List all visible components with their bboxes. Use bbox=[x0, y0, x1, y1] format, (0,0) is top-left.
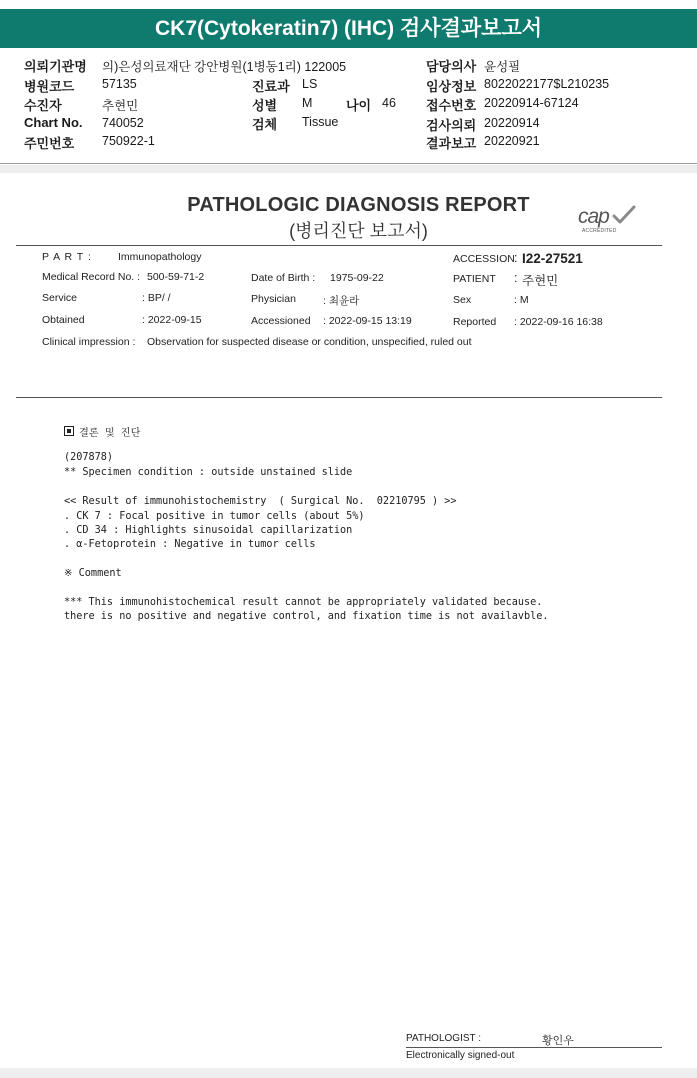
specimen-id: (207878) bbox=[64, 452, 114, 463]
resident-no-label: 주민번호 bbox=[24, 136, 75, 151]
patient-value: 주현민 bbox=[522, 274, 559, 288]
specimen-label: 검체 bbox=[252, 117, 278, 132]
institution-value: 의)은성의료재단 강안병원(1병동1리) 122005 bbox=[102, 60, 347, 74]
report-sex-value: : M bbox=[514, 294, 529, 306]
signature-rule bbox=[406, 1047, 662, 1048]
patient-name-label: 수진자 bbox=[24, 98, 62, 113]
medical-record-label: Medical Record No. : bbox=[42, 271, 141, 283]
section-heading-text: 결론 및 진단 bbox=[79, 428, 141, 439]
sex-value: M bbox=[302, 96, 313, 110]
report-info-rule bbox=[16, 397, 662, 398]
report-top-rule bbox=[16, 245, 662, 246]
chart-no-label: Chart No. bbox=[24, 115, 83, 130]
test-request-label: 검사의뢰 bbox=[426, 118, 477, 133]
sex-label: 성별 bbox=[252, 98, 278, 113]
clinical-info-value: 8022022177$L210235 bbox=[484, 77, 610, 91]
cd34-result: . CD 34 : Highlights sinusoidal capillarization bbox=[64, 525, 353, 536]
ck7-result: . CK 7 : Focal positive in tumor cells (about 5%) bbox=[64, 511, 365, 522]
signed-out-note: Electronically signed-out bbox=[406, 1050, 515, 1061]
section-heading bbox=[64, 424, 140, 439]
receipt-no-label: 접수번호 bbox=[426, 98, 477, 113]
cap-logo-word: cap bbox=[578, 205, 609, 228]
report-title: PATHOLOGIC DIAGNOSIS REPORT bbox=[187, 194, 530, 216]
doctor-value: 윤성필 bbox=[484, 60, 521, 74]
bottom-separator bbox=[0, 1068, 697, 1078]
department-label: 진료과 bbox=[252, 79, 290, 94]
doctor-label: 담당의사 bbox=[426, 59, 477, 74]
accessioned-value: : 2022-09-15 13:19 bbox=[323, 315, 412, 327]
institution-label: 의뢰기관명 bbox=[24, 59, 87, 74]
specimen-value: Tissue bbox=[302, 115, 339, 129]
medical-record-value: 500-59-71-2 bbox=[147, 271, 205, 283]
section-separator bbox=[0, 165, 697, 173]
reported-label: Reported bbox=[453, 316, 497, 328]
cap-logo-sub: ACCREDITED bbox=[582, 228, 617, 234]
patient-name-value: 추현민 bbox=[102, 99, 139, 113]
obtained-label: Obtained bbox=[42, 314, 85, 326]
clinical-impression-label: Clinical impression : bbox=[42, 336, 136, 348]
dob-value: 1975-09-22 bbox=[330, 272, 384, 284]
patient-label: PATIENT bbox=[453, 273, 496, 285]
accessioned-label: Accessioned bbox=[251, 315, 311, 327]
ihc-result-heading: << Result of immunohistochemistry ( Surgical No. 02210795 ) >> bbox=[64, 496, 457, 507]
comment-line-2: there is no positive and negative control, and fixation time is not availavble. bbox=[64, 611, 549, 622]
part-label: P A R T : bbox=[42, 251, 92, 263]
cap-accredited-logo bbox=[574, 205, 640, 237]
dob-label: Date of Birth : bbox=[251, 272, 316, 284]
receipt-no-value: 20220914-67124 bbox=[484, 96, 579, 110]
afp-result: . α-Fetoprotein : Negative in tumor cells bbox=[64, 539, 316, 550]
page-title: CK7(Cytokeratin7) (IHC) 검사결과보고서 bbox=[0, 9, 697, 48]
clinical-info-label: 임상정보 bbox=[426, 79, 477, 94]
hospital-code-label: 병원코드 bbox=[24, 79, 75, 94]
test-request-value: 20220914 bbox=[484, 116, 540, 130]
square-bullet-icon bbox=[64, 426, 74, 436]
accession-colon: : bbox=[514, 251, 518, 265]
age-value: 46 bbox=[382, 96, 396, 110]
report-sex-label: Sex bbox=[453, 294, 472, 306]
resident-no-value: 750922-1 bbox=[102, 134, 155, 148]
part-value: Immunopathology bbox=[118, 251, 202, 263]
comment-heading: ※ Comment bbox=[64, 568, 122, 579]
service-label: Service bbox=[42, 292, 78, 304]
pathologist-label: PATHOLOGIST : bbox=[406, 1033, 482, 1044]
obtained-value: : 2022-09-15 bbox=[142, 314, 202, 326]
report-subtitle: (병리진단 보고서) bbox=[289, 221, 428, 241]
physician-label: Physician bbox=[251, 293, 296, 305]
service-value: : BP/ / bbox=[142, 292, 171, 304]
age-label: 나이 bbox=[346, 98, 372, 113]
reported-value: : 2022-09-16 16:38 bbox=[514, 316, 603, 328]
department-value: LS bbox=[302, 77, 318, 91]
comment-line-1: *** This immunohistochemical result cannot be appropriately validated because. bbox=[64, 597, 543, 608]
patient-colon: : bbox=[514, 271, 518, 285]
result-report-label: 결과보고 bbox=[426, 136, 477, 151]
clinical-impression-value: Observation for suspected disease or condition, unspecified, ruled out bbox=[147, 336, 472, 348]
checkmark-icon bbox=[612, 205, 636, 225]
header-divider bbox=[0, 163, 697, 164]
physician-value: : 최윤라 bbox=[323, 295, 360, 307]
specimen-condition: ** Specimen condition : outside unstained slide bbox=[64, 467, 353, 478]
accession-label: ACCESSION bbox=[453, 253, 515, 265]
pathologist-name: 황인우 bbox=[542, 1035, 574, 1047]
accession-value: I22-27521 bbox=[522, 251, 583, 266]
result-report-value: 20220921 bbox=[484, 134, 540, 148]
hospital-code-value: 57135 bbox=[102, 77, 137, 91]
chart-no-value: 740052 bbox=[102, 116, 144, 130]
